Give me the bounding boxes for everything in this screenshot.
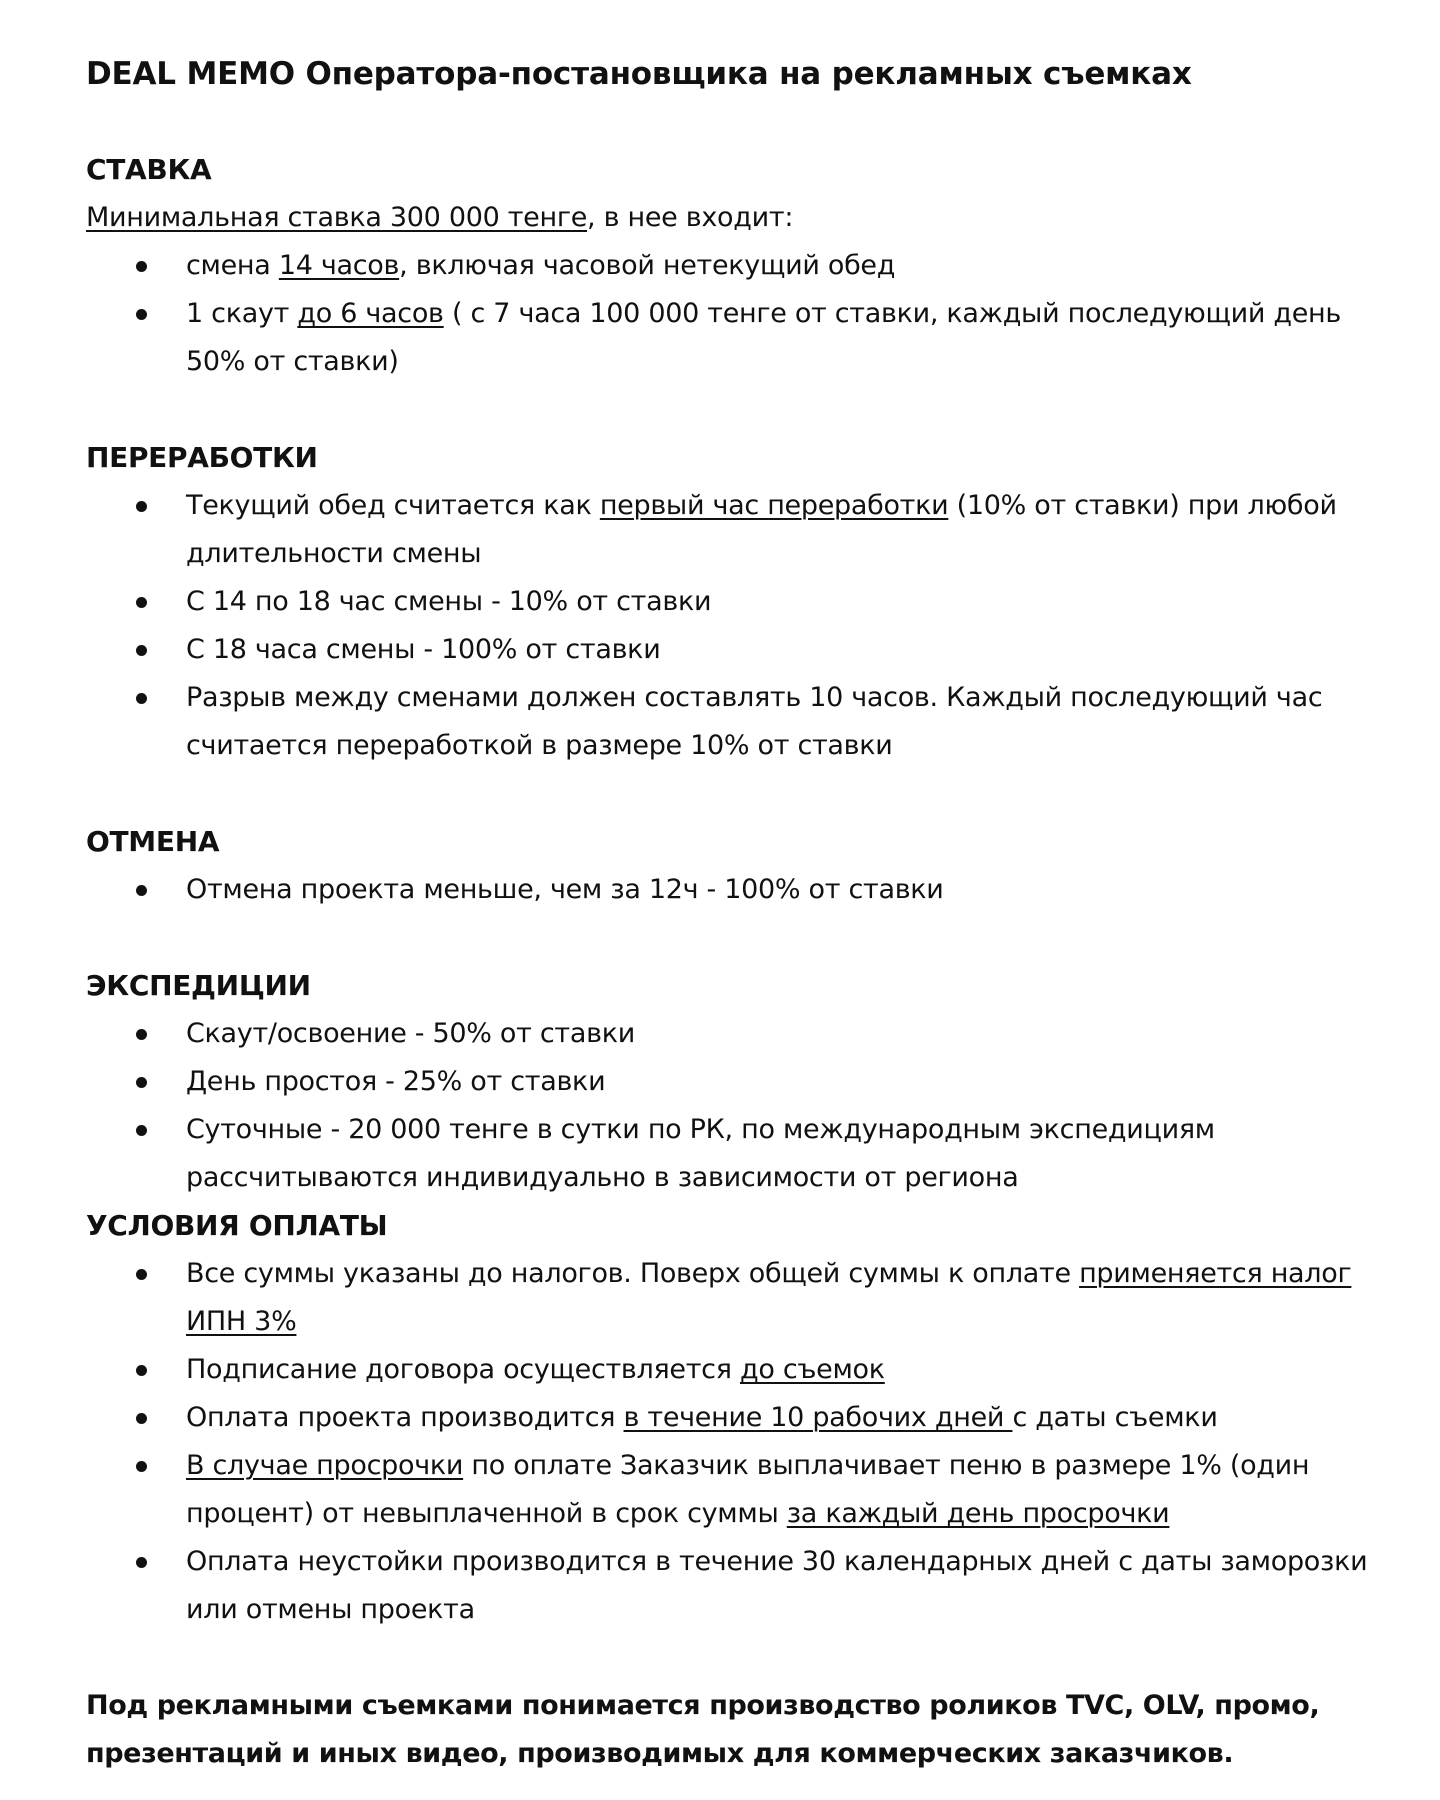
bullet-icon <box>136 261 147 272</box>
section-heading-rate: СТАВКА <box>86 153 212 186</box>
item-text: Разрыв между сменами должен составлять 10 часов. Каждый последующий час считается переработкой в размере 10% от ставки <box>186 682 1323 761</box>
list-item <box>86 482 1380 578</box>
bullet-icon <box>136 885 147 896</box>
expeditions-list <box>86 1010 1380 1202</box>
bullet-icon <box>136 501 147 512</box>
footer-note: Под рекламными съемками понимается производство роликов TVC, OLV, промо, презентаций и иных видео, производимых для коммерческих заказчиков. <box>86 1690 1320 1769</box>
section-heading-overtime: ПЕРЕРАБОТКИ <box>86 441 318 474</box>
rate-intro-rest: , в нее входит: <box>587 202 794 233</box>
list-item <box>86 578 1380 626</box>
rate-minimum-underlined: Минимальная ставка 300 000 тенге <box>86 202 588 233</box>
item-text: смена <box>186 250 279 281</box>
bullet-icon <box>136 1365 147 1376</box>
item-text: Суточные - 20 000 тенге в сутки по РК, по международным экспедициям рассчитываются индивидуально в зависимости от региона <box>186 1114 1215 1193</box>
section-heading-expeditions: ЭКСПЕДИЦИИ <box>86 969 311 1002</box>
item-text: Отмена проекта меньше, чем за 12ч - 100% от ставки <box>186 874 944 905</box>
section-heading-cancellation: ОТМЕНА <box>86 825 220 858</box>
bullet-icon <box>136 1029 147 1040</box>
rate-intro <box>86 194 1380 242</box>
item-underlined: применяется налог ИПН 3% <box>186 1258 1352 1337</box>
bullet-icon <box>136 1557 147 1568</box>
item-text: с даты съемки <box>1012 1402 1218 1433</box>
list-item <box>86 1010 1380 1058</box>
document-title: DEAL MEMO Оператора-постановщика на рекламных съемках <box>86 56 1192 92</box>
item-text: 1 скаут <box>186 298 298 329</box>
spacer <box>86 98 1380 146</box>
item-underlined: до съемок <box>739 1354 885 1385</box>
spacer <box>86 386 1380 434</box>
list-item <box>86 1442 1380 1538</box>
item-underlined: за каждый день просрочки <box>786 1498 1170 1529</box>
spacer <box>86 770 1380 818</box>
bullet-icon <box>136 597 147 608</box>
item-text: Текущий обед считается как <box>186 490 600 521</box>
bullet-icon <box>136 693 147 704</box>
item-text: по оплате Заказчик выплачивает пеню в размере 1% (один процент) от невыплаченной в срок суммы <box>186 1450 1310 1529</box>
bullet-icon <box>136 1125 147 1136</box>
item-text: С 18 часа смены - 100% от ставки <box>186 634 661 665</box>
item-text: , включая часовой нетекущий обед <box>399 250 896 281</box>
item-underlined: первый час переработки <box>599 490 949 521</box>
list-item <box>86 1106 1380 1202</box>
bullet-icon <box>136 1461 147 1472</box>
item-text: Оплата неустойки производится в течение 30 календарных дней с даты заморозки или отмены проекта <box>186 1546 1368 1625</box>
list-item <box>86 1346 1380 1394</box>
payment-list <box>86 1250 1380 1634</box>
list-item <box>86 866 1380 914</box>
section-overtime <box>86 434 1380 770</box>
list-item <box>86 1250 1380 1346</box>
spacer <box>86 914 1380 962</box>
list-item <box>86 290 1380 386</box>
item-text: Подписание договора осуществляется <box>186 1354 740 1385</box>
item-underlined: до 6 часов <box>297 298 444 329</box>
item-text: Скаут/освоение - 50% от ставки <box>186 1018 635 1049</box>
bullet-icon <box>136 309 147 320</box>
list-item <box>86 674 1380 770</box>
list-item <box>86 242 1380 290</box>
cancellation-list <box>86 866 1380 914</box>
section-expeditions <box>86 962 1380 1202</box>
list-item <box>86 1058 1380 1106</box>
item-text: День простоя - 25% от ставки <box>186 1066 606 1097</box>
item-text: С 14 по 18 час смены - 10% от ставки <box>186 586 712 617</box>
item-underlined: 14 часов <box>278 250 400 281</box>
section-payment <box>86 1202 1380 1634</box>
bullet-icon <box>136 1413 147 1424</box>
item-text: (10% от ставки) при любой длительности смены <box>186 490 1337 569</box>
item-text: ( с 7 часа 100 000 тенге от ставки, каждый последующий день 50% от ставки) <box>186 298 1342 377</box>
list-item <box>86 1394 1380 1442</box>
bullet-icon <box>136 645 147 656</box>
item-underlined: В случае просрочки <box>186 1450 464 1481</box>
item-text: Оплата проекта производится <box>186 1402 624 1433</box>
bullet-icon <box>136 1077 147 1088</box>
rate-list <box>86 242 1380 386</box>
list-item <box>86 626 1380 674</box>
list-item <box>86 1538 1380 1634</box>
section-cancellation <box>86 818 1380 914</box>
item-text: Все суммы указаны до налогов. Поверх общей суммы к оплате <box>186 1258 1080 1289</box>
item-underlined: в течение 10 рабочих дней <box>623 1402 1013 1433</box>
overtime-list <box>86 482 1380 770</box>
bullet-icon <box>136 1269 147 1280</box>
section-rate <box>86 146 1380 386</box>
section-heading-payment: УСЛОВИЯ ОПЛАТЫ <box>86 1209 388 1242</box>
